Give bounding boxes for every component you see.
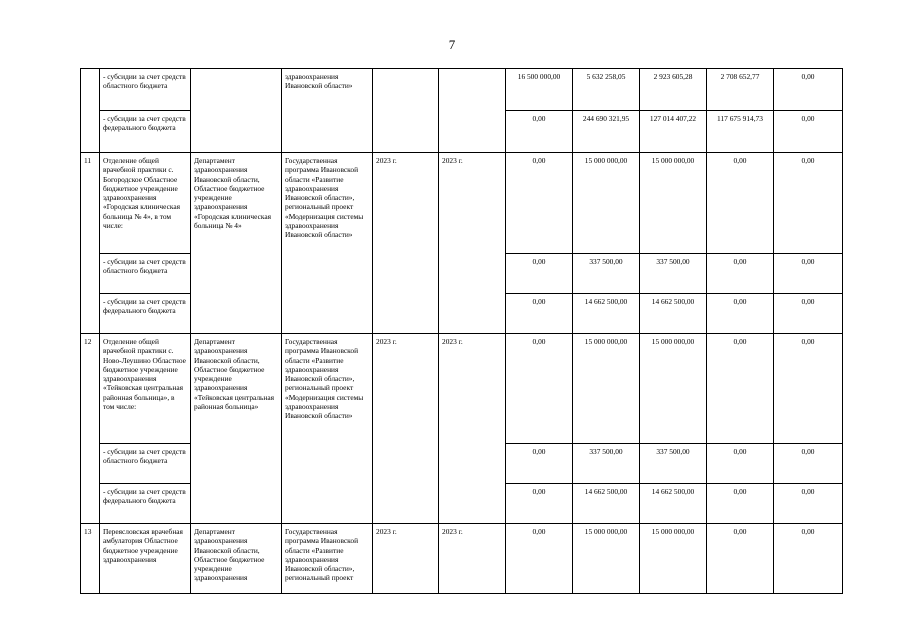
value-cell: 0,00 xyxy=(506,334,573,444)
value-cell: 127 014 407,22 xyxy=(640,111,707,153)
end-year-cell: 2023 г. xyxy=(439,524,506,594)
value-cell: 15 000 000,00 xyxy=(640,334,707,444)
value-cell: 0,00 xyxy=(506,153,573,254)
program-cell: Государственная программа Ивановской области «Развитие здравоохранения Ивановской области», региональный проект xyxy=(282,524,373,594)
index-cell xyxy=(81,69,100,153)
value-cell: 337 500,00 xyxy=(573,444,640,484)
value-cell: 0,00 xyxy=(506,524,573,594)
item-name-cell: Переясловская врачебная амбулатория Областное бюджетное учреждение здравоохранения xyxy=(100,524,191,594)
item-name-cell: - субсидии за счет средств областного бюджета xyxy=(100,254,191,294)
value-cell: 14 662 500,00 xyxy=(640,484,707,524)
customer-cell xyxy=(191,69,282,153)
value-cell: 0,00 xyxy=(774,111,843,153)
value-cell: 16 500 000,00 xyxy=(506,69,573,111)
value-cell: 0,00 xyxy=(707,484,774,524)
value-cell: 2 708 652,77 xyxy=(707,69,774,111)
value-cell: 0,00 xyxy=(707,294,774,334)
value-cell: 0,00 xyxy=(774,524,843,594)
value-cell: 0,00 xyxy=(774,334,843,444)
item-name-cell: - субсидии за счет средств федерального бюджета xyxy=(100,111,191,153)
value-cell: 0,00 xyxy=(506,254,573,294)
value-cell: 0,00 xyxy=(707,444,774,484)
value-cell: 0,00 xyxy=(707,254,774,294)
index-cell: 12 xyxy=(81,334,100,524)
value-cell: 14 662 500,00 xyxy=(573,484,640,524)
value-cell: 0,00 xyxy=(707,524,774,594)
item-name-cell: - субсидии за счет средств федерального бюджета xyxy=(100,294,191,334)
item-name-cell: Отделение общей врачебной практики с. Ново-Леушино Областное бюджетное учреждение здравоохранения «Тейковская центральная районная больница», в том числе: xyxy=(100,334,191,444)
funding-table xyxy=(80,68,843,594)
value-cell: 0,00 xyxy=(707,334,774,444)
value-cell: 0,00 xyxy=(774,69,843,111)
value-cell: 0,00 xyxy=(707,153,774,254)
value-cell: 0,00 xyxy=(506,484,573,524)
value-cell: 0,00 xyxy=(774,444,843,484)
item-name-cell: - субсидии за счет средств областного бюджета xyxy=(100,444,191,484)
value-cell: 15 000 000,00 xyxy=(640,153,707,254)
value-cell: 0,00 xyxy=(506,444,573,484)
value-cell: 5 632 258,05 xyxy=(573,69,640,111)
value-cell: 337 500,00 xyxy=(573,254,640,294)
value-cell: 117 675 914,73 xyxy=(707,111,774,153)
value-cell: 2 923 605,28 xyxy=(640,69,707,111)
program-cell: здравоохранения Ивановской области» xyxy=(282,69,373,153)
end-year-cell: 2023 г. xyxy=(439,334,506,524)
item-name-cell: - субсидии за счет средств федерального бюджета xyxy=(100,484,191,524)
value-cell: 15 000 000,00 xyxy=(573,524,640,594)
end-year-cell xyxy=(439,69,506,153)
item-name-cell: - субсидии за счет средств областного бюджета xyxy=(100,69,191,111)
start-year-cell: 2023 г. xyxy=(373,334,439,524)
customer-cell: Департамент здравоохранения Ивановской области, Областное бюджетное учреждение здравоохранения «Городская клиническая больница № 4» xyxy=(191,153,282,334)
end-year-cell: 2023 г. xyxy=(439,153,506,334)
item-name-cell: Отделение общей врачебной практики с. Богородское Областное бюджетное учреждение здравоохранения «Городская клиническая больница № 4», в том числе: xyxy=(100,153,191,254)
customer-cell: Департамент здравоохранения Ивановской области, Областное бюджетное учреждение здравоохранения «Тейковская центральная районная больница» xyxy=(191,334,282,524)
start-year-cell xyxy=(373,69,439,153)
value-cell: 15 000 000,00 xyxy=(573,153,640,254)
program-cell: Государственная программа Ивановской области «Развитие здравоохранения Ивановской области», региональный проект «Модернизация системы здравоохранения Ивановской области» xyxy=(282,153,373,334)
value-cell: 0,00 xyxy=(774,294,843,334)
index-cell: 13 xyxy=(81,524,100,594)
value-cell: 15 000 000,00 xyxy=(640,524,707,594)
value-cell: 337 500,00 xyxy=(640,444,707,484)
page-number: 7 xyxy=(448,37,456,52)
value-cell: 0,00 xyxy=(774,484,843,524)
program-cell: Государственная программа Ивановской области «Развитие здравоохранения Ивановской области», региональный проект «Модернизация системы здравоохранения Ивановской области» xyxy=(282,334,373,524)
value-cell: 0,00 xyxy=(774,254,843,294)
index-cell: 11 xyxy=(81,153,100,334)
value-cell: 0,00 xyxy=(506,294,573,334)
table-row xyxy=(81,153,843,254)
value-cell: 0,00 xyxy=(774,153,843,254)
value-cell: 244 690 321,95 xyxy=(573,111,640,153)
value-cell: 337 500,00 xyxy=(640,254,707,294)
value-cell: 15 000 000,00 xyxy=(573,334,640,444)
table-row xyxy=(81,334,843,444)
customer-cell: Департамент здравоохранения Ивановской области, Областное бюджетное учреждение здравоохранения xyxy=(191,524,282,594)
start-year-cell: 2023 г. xyxy=(373,153,439,334)
value-cell: 0,00 xyxy=(506,111,573,153)
table-row xyxy=(81,69,843,111)
value-cell: 14 662 500,00 xyxy=(573,294,640,334)
value-cell: 14 662 500,00 xyxy=(640,294,707,334)
table-row xyxy=(81,524,843,594)
start-year-cell: 2023 г. xyxy=(373,524,439,594)
